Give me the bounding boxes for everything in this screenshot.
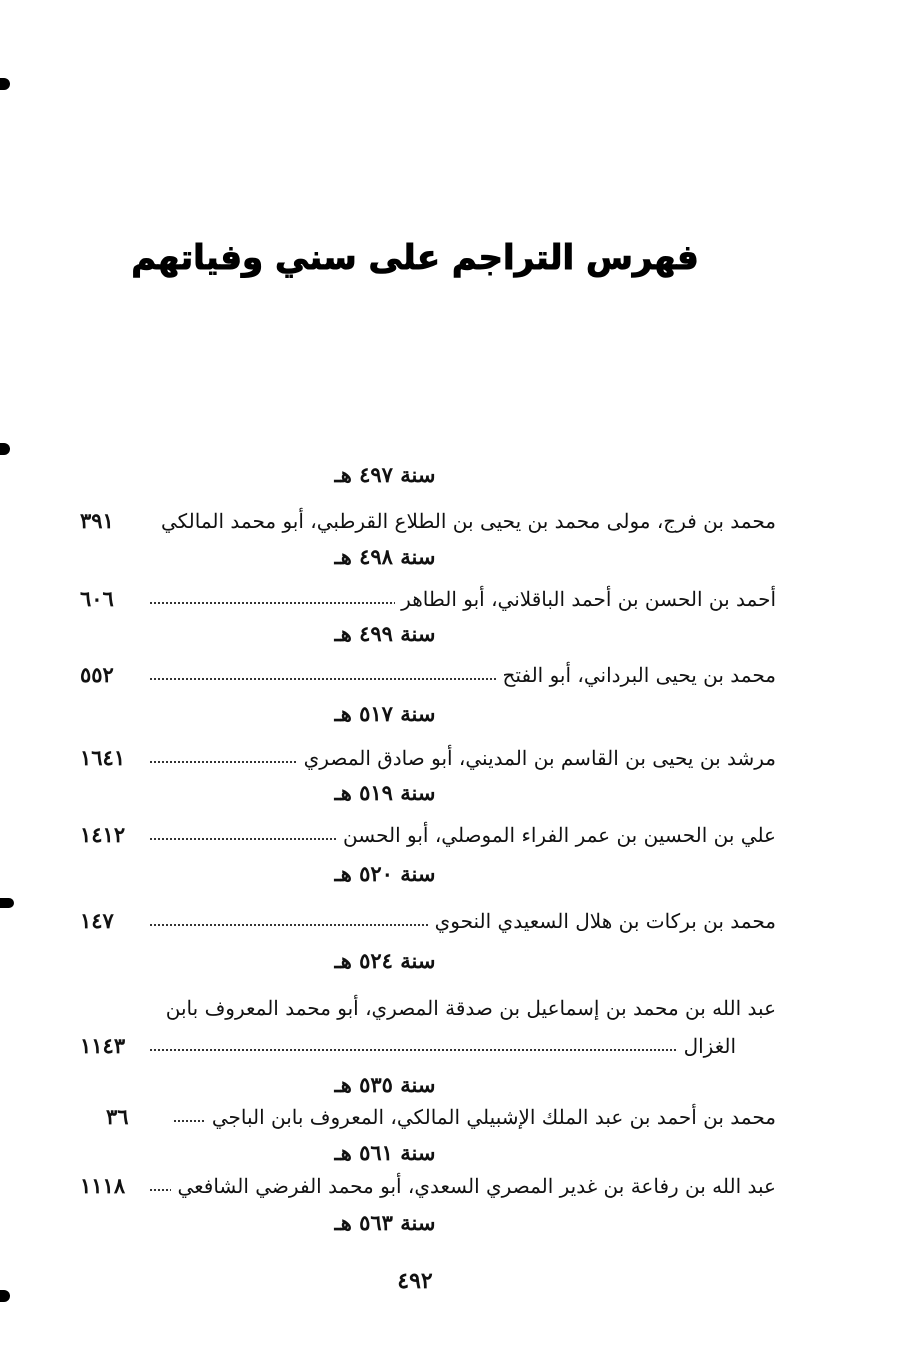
year-heading: سنة ٥١٩ هـ bbox=[334, 780, 436, 805]
year-heading: سنة ٥٢٤ هـ bbox=[334, 948, 436, 973]
entry-page-number: ١١١٨ bbox=[80, 1171, 146, 1201]
year-heading: سنة ٥٦٣ هـ bbox=[334, 1210, 436, 1235]
entry-page-number: ٦٠٦ bbox=[80, 584, 146, 614]
entry-text: محمد بن يحيى البرداني، أبو الفتح bbox=[497, 660, 777, 690]
entry-text: علي بن الحسين بن عمر الفراء الموصلي، أبو الحسن bbox=[337, 820, 776, 850]
entry-text: عبد الله بن رفاعة بن غدير المصري السعدي، أبو محمد الفرضي الشافعي bbox=[171, 1171, 776, 1201]
index-entry bbox=[80, 506, 776, 536]
scan-edge-mark bbox=[0, 443, 10, 455]
entry-page-number: ١٦٤١ bbox=[80, 743, 146, 773]
entry-page-number: ١٤١٢ bbox=[80, 820, 146, 850]
entry-text: عبد الله بن محمد بن إسماعيل بن صدقة المصري، أبو محمد المعروف بابن bbox=[165, 996, 776, 1020]
year-heading: سنة ٥٢٠ هـ bbox=[334, 861, 436, 886]
leader-dots bbox=[150, 1049, 736, 1051]
index-entry bbox=[80, 1031, 776, 1061]
entry-text: محمد بن بركات بن هلال السعيدي النحوي bbox=[429, 906, 776, 936]
entry-text: مرشد بن يحيى بن القاسم بن المديني، أبو صادق المصري bbox=[298, 743, 776, 773]
year-heading: سنة ٤٩٨ هـ bbox=[334, 544, 436, 569]
index-entry bbox=[80, 660, 776, 690]
index-entry bbox=[80, 820, 776, 850]
entry-text: محمد بن فرج، مولى محمد بن يحيى بن الطلاع القرطبي، أبو محمد المالكي bbox=[155, 506, 776, 536]
index-entry bbox=[80, 743, 776, 773]
scan-edge-mark bbox=[0, 898, 14, 908]
index-entry bbox=[80, 906, 776, 936]
index-entry bbox=[80, 1102, 776, 1132]
year-heading: سنة ٥٣٥ هـ bbox=[334, 1072, 436, 1097]
index-entry bbox=[80, 584, 776, 614]
entry-page-number: ٣٩١ bbox=[80, 506, 146, 536]
page-number: ٤٩٢ bbox=[397, 1268, 433, 1294]
entry-text-continuation: الغزال bbox=[678, 1031, 736, 1061]
entry-page-number: ١٤٧ bbox=[80, 906, 146, 936]
entry-page-number: ٣٦ bbox=[106, 1102, 172, 1132]
entry-text: محمد بن أحمد بن عبد الملك الإشبيلي المالكي، المعروف بابن الباجي bbox=[206, 1102, 776, 1132]
entry-page-number: ٥٥٢ bbox=[80, 660, 146, 690]
index-entry bbox=[80, 1171, 776, 1201]
year-heading: سنة ٤٩٧ هـ bbox=[334, 462, 436, 487]
year-heading: سنة ٥٦١ هـ bbox=[334, 1140, 436, 1165]
year-heading: سنة ٥١٧ هـ bbox=[334, 701, 436, 726]
page-title: فهرس التراجم على سني وفياتهم bbox=[131, 238, 699, 278]
entry-text: أحمد بن الحسن بن أحمد الباقلاني، أبو الطاهر bbox=[395, 584, 776, 614]
scan-edge-mark bbox=[0, 78, 10, 90]
year-heading: سنة ٤٩٩ هـ bbox=[334, 621, 436, 646]
entry-page-number: ١١٤٣ bbox=[80, 1031, 146, 1061]
